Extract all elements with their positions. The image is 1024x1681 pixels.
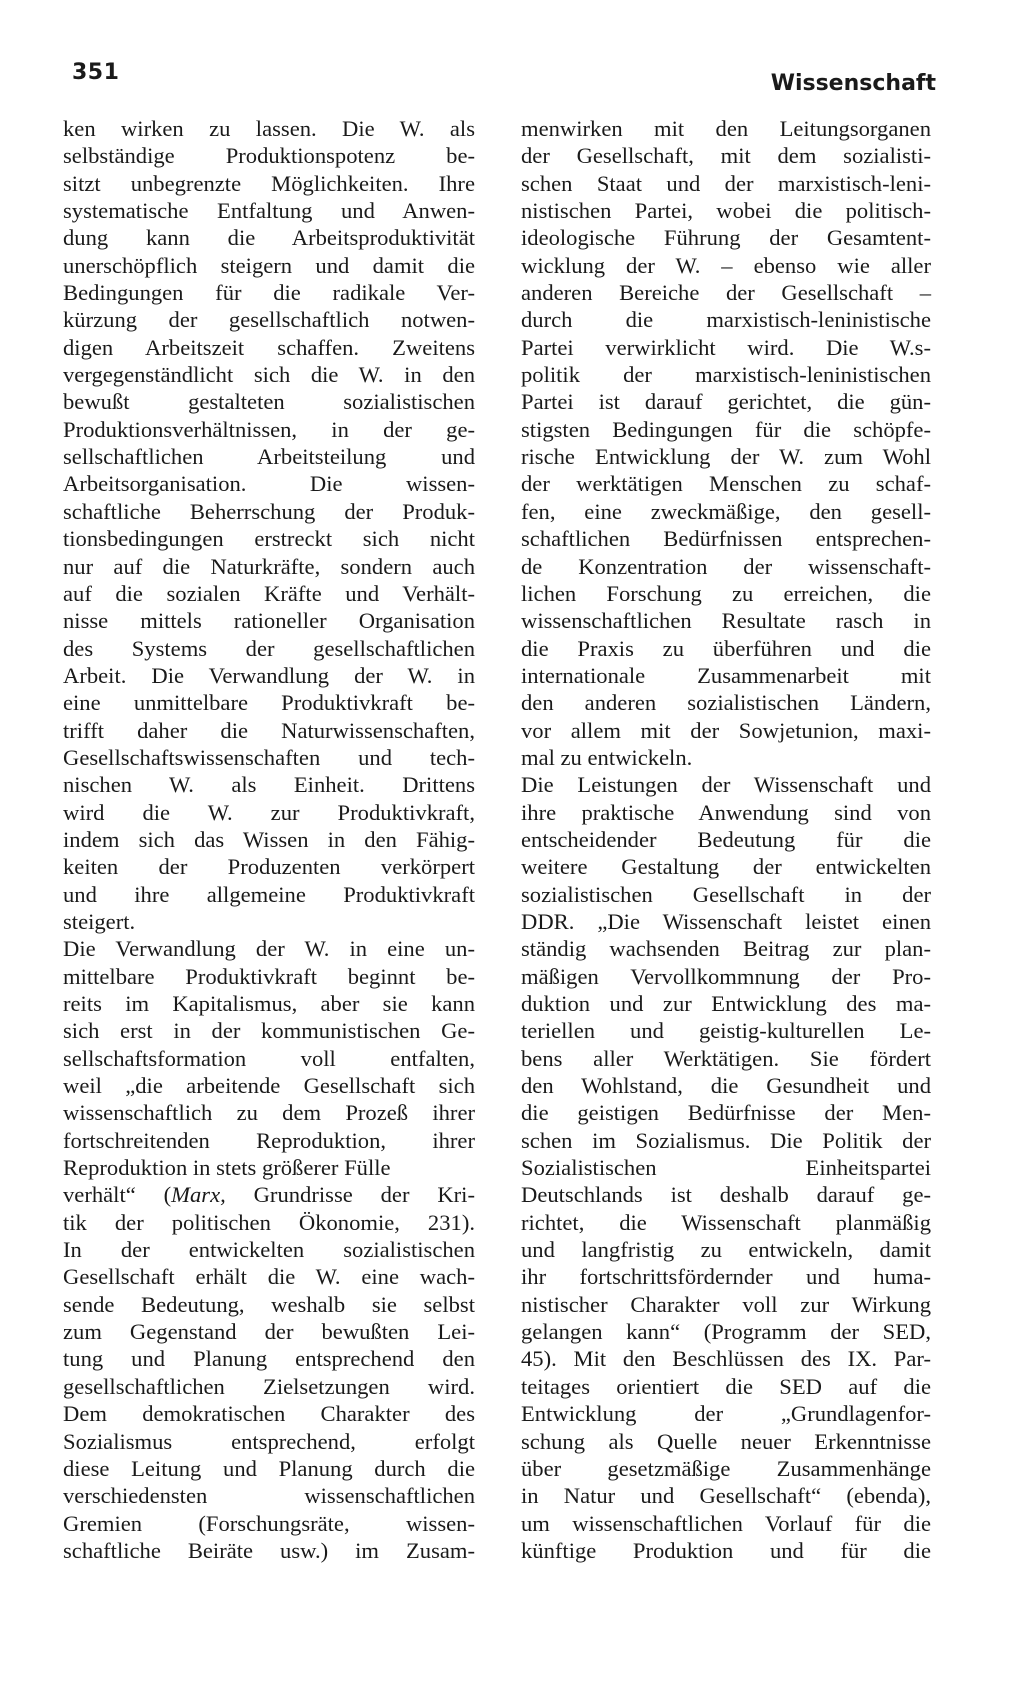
text-line: nistischer Charakter voll zur Wirkung: [521, 1291, 931, 1317]
text-line: Arbeitsorganisation. Die wissen-: [63, 471, 475, 497]
text-line: ihr fortschrittsfördernder und huma-: [521, 1264, 931, 1290]
left-column: [63, 115, 475, 1564]
text-line: ken wirken zu lassen. Die W. als: [63, 116, 475, 141]
text-line: die geistigen Bedürfnisse der Men-: [521, 1100, 931, 1126]
right-paragraph-1: [521, 115, 931, 771]
text-line: digen Arbeitszeit schaffen. Zweitens: [63, 334, 475, 360]
text-line: ständig wachsenden Beitrag zur plan-: [521, 936, 931, 962]
text-line: gelangen kann“ (Programm der SED,: [521, 1319, 931, 1345]
text-line: über gesetzmäßige Zusammenhänge: [521, 1455, 931, 1481]
text-line: entscheidender Bedeutung für die: [521, 826, 931, 852]
text-line: eine unmittelbare Produktivkraft be-: [63, 690, 475, 716]
text-line: systematische Entfaltung und Anwen-: [63, 198, 475, 224]
text-line: und ihre allgemeine Produktivkraft: [63, 881, 475, 907]
text-line: ihre praktische Anwendung sind von: [521, 799, 931, 825]
text-line: menwirken mit den Leitungsorganen: [521, 116, 931, 141]
text-line: sozialistischen Gesellschaft in der: [521, 881, 931, 907]
text-line: schen im Sozialismus. Die Politik der: [521, 1127, 931, 1153]
text-line: tik der politischen Ökonomie, 231).: [63, 1209, 475, 1235]
citation-post: Grundrisse der Kri-: [225, 1182, 475, 1208]
text-line: Reproduktion in stets größerer Fülle: [63, 1155, 391, 1181]
text-line: lichen Forschung zu erreichen, die: [521, 580, 931, 606]
text-line: Die Verwandlung der W. in eine un-: [63, 936, 475, 962]
text-line: de Konzentration der wissenschaft-: [521, 553, 931, 579]
text-line: durch die marxistisch-leninistische: [521, 307, 931, 333]
text-line: wird die W. zur Produktivkraft,: [63, 799, 475, 825]
text-line: in Natur und Gesellschaft“ (ebenda),: [521, 1483, 931, 1509]
text-line: tionsbedingungen erstreckt sich nicht: [63, 526, 475, 552]
text-line: teitages orientiert die SED auf die: [521, 1373, 931, 1399]
text-line: bewußt gestalteten sozialistischen: [63, 389, 475, 415]
text-line: 45). Mit den Beschlüssen des IX. Par-: [521, 1346, 931, 1372]
text-line: dung kann die Arbeitsproduktivität: [63, 225, 475, 251]
text-line: der werktätigen Menschen zu schaf-: [521, 471, 931, 497]
text-line: um wissenschaftlichen Vorlauf für die: [521, 1510, 931, 1536]
citation-author: Marx,: [171, 1182, 226, 1208]
text-line: steigert.: [63, 908, 136, 934]
text-line: richtet, die Wissenschaft planmäßig: [521, 1209, 931, 1235]
text-line: Sozialismus entsprechend, erfolgt: [63, 1428, 475, 1454]
page-number: 351: [72, 60, 120, 85]
text-line: sich erst in der kommunistischen Ge-: [63, 1018, 475, 1044]
text-line: internationale Zusammenarbeit mit: [521, 662, 931, 688]
text-line: schaftliche Beiräte usw.) im Zusam-: [63, 1537, 475, 1563]
text-line: In der entwickelten sozialistischen: [63, 1237, 475, 1263]
text-line: kürzung der gesellschaftlich notwen-: [63, 307, 475, 333]
text-line: die Praxis zu überführen und die: [521, 635, 931, 661]
text-line: weil „die arbeitende Gesellschaft sich: [63, 1073, 475, 1099]
text-line: duktion und zur Entwicklung des ma-: [521, 991, 931, 1016]
text-line: den anderen sozialistischen Ländern,: [521, 690, 931, 716]
text-line: Sozialistischen Einheitspartei: [521, 1155, 931, 1181]
text-line: trifft daher die Naturwissenschaften,: [63, 717, 475, 743]
text-line: vergegenständlicht sich die W. in den: [63, 362, 475, 388]
text-line: künftige Produktion und für die: [521, 1537, 931, 1563]
citation-line: [63, 1181, 475, 1208]
text-line: indem sich das Wissen in den Fähig-: [63, 826, 475, 852]
text-line: gesellschaftlichen Zielsetzungen wird.: [63, 1373, 475, 1399]
text-line: Entwicklung der „Grundlagenfor-: [521, 1401, 931, 1427]
text-line: ideologische Führung der Gesamtent-: [521, 225, 931, 251]
text-line: diese Leitung und Planung durch die: [63, 1455, 475, 1481]
text-line: nisse mittels rationeller Organisation: [63, 608, 475, 634]
text-line: Gesellschaftswissenschaften und tech-: [63, 744, 475, 770]
text-line: reits im Kapitalismus, aber sie kann: [63, 991, 475, 1016]
text-line: den Wohlstand, die Gesundheit und: [521, 1073, 931, 1099]
text-line: teriellen und geistig-kulturellen Le-: [521, 1018, 931, 1044]
text-line: fen, eine zweckmäßige, den gesell-: [521, 498, 931, 524]
text-line: selbständige Produktionspotenz be-: [63, 143, 475, 169]
text-line: Arbeit. Die Verwandlung der W. in: [63, 662, 475, 688]
text-line: der Gesellschaft, mit dem sozialisti-: [521, 143, 931, 169]
text-line: mittelbare Produktivkraft beginnt be-: [63, 963, 475, 989]
text-line: keiten der Produzenten verkörpert: [63, 854, 475, 880]
text-line: Die Leistungen der Wissenschaft und: [521, 772, 931, 798]
text-line: schen Staat und der marxistisch-leni-: [521, 170, 931, 196]
text-line: Deutschlands ist deshalb darauf ge-: [521, 1182, 931, 1208]
text-line: vor allem mit der Sowjetunion, maxi-: [521, 717, 931, 743]
left-paragraph-1: [63, 115, 475, 935]
text-line: sende Bedeutung, weshalb sie selbst: [63, 1291, 475, 1317]
text-line: Partei verwirklicht wird. Die W.s-: [521, 334, 931, 360]
text-line: auf die sozialen Kräfte und Verhält-: [63, 580, 475, 606]
text-line: politik der marxistisch-leninistischen: [521, 362, 931, 388]
text-line: anderen Bereiche der Gesellschaft –: [521, 280, 931, 306]
text-line: unerschöpflich steigern und damit die: [63, 252, 475, 278]
text-line: nur auf die Naturkräfte, sondern auch: [63, 553, 475, 579]
text-line: Partei ist darauf gerichtet, die gün-: [521, 389, 931, 415]
text-line: sellschaftlichen Arbeitsteilung und: [63, 444, 475, 470]
text-line: bens aller Werktätigen. Sie fördert: [521, 1045, 931, 1071]
text-line: schaftliche Beherrschung der Produk-: [63, 498, 475, 524]
text-line: Gesellschaft erhält die W. eine wach-: [63, 1264, 475, 1290]
text-line: wissenschaftlich zu dem Prozeß ihrer: [63, 1100, 475, 1126]
text-line: mäßigen Vervollkommnung der Pro-: [521, 963, 931, 989]
text-line: Bedingungen für die radikale Ver-: [63, 280, 475, 306]
text-line: nistischen Partei, wobei die politisch-: [521, 198, 931, 224]
text-line: verschiedensten wissenschaftlichen: [63, 1483, 475, 1509]
text-line: DDR. „Die Wissenschaft leistet einen: [521, 908, 931, 934]
right-paragraph-2: [521, 771, 931, 1564]
text-line: des Systems der gesellschaftlichen: [63, 635, 475, 661]
text-line: nischen W. als Einheit. Drittens: [63, 772, 475, 798]
left-paragraph-2-part-a: [63, 935, 475, 1181]
left-paragraph-2: [63, 935, 475, 1564]
citation-pre: verhält“ (: [63, 1182, 172, 1208]
right-column: [521, 115, 931, 1564]
text-line: Gremien (Forschungsräte, wissen-: [63, 1510, 475, 1536]
text-line: wissenschaftlichen Resultate rasch in: [521, 608, 931, 634]
text-line: und langfristig zu entwickeln, damit: [521, 1237, 931, 1263]
text-line: Produktionsverhältnissen, in der ge-: [63, 416, 475, 442]
text-line: sellschaftsformation voll entfalten,: [63, 1045, 475, 1071]
text-line: tung und Planung entsprechend den: [63, 1346, 475, 1372]
text-line: fortschreitenden Reproduktion, ihrer: [63, 1127, 475, 1153]
text-line: Dem demokratischen Charakter des: [63, 1401, 475, 1427]
text-line: rische Entwicklung der W. zum Wohl: [521, 444, 931, 470]
text-line: schung als Quelle neuer Erkenntnisse: [521, 1428, 931, 1454]
text-line: wicklung der W. – ebenso wie aller: [521, 252, 931, 278]
text-line: zum Gegenstand der bewußten Lei-: [63, 1319, 475, 1345]
text-line: stigsten Bedingungen für die schöpfe-: [521, 416, 931, 442]
running-head: Wissenschaft: [770, 71, 936, 96]
text-line: sitzt unbegrenzte Möglichkeiten. Ihre: [63, 170, 475, 196]
text-line: weitere Gestaltung der entwickelten: [521, 854, 931, 880]
text-line: mal zu entwickeln.: [521, 744, 693, 770]
left-paragraph-2-part-b: [63, 1209, 475, 1564]
text-line: schaftlichen Bedürfnissen entsprechen-: [521, 526, 931, 552]
